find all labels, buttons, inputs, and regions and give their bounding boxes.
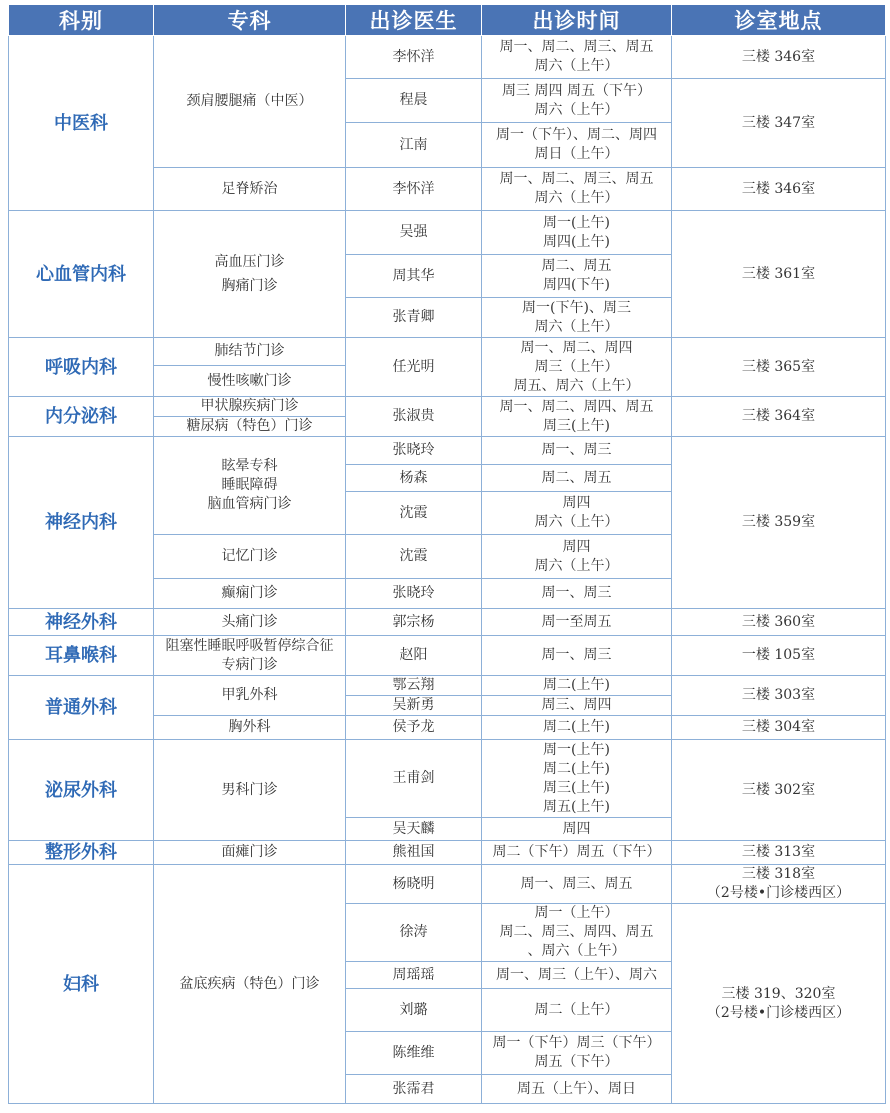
room-location: 三楼 364室: [672, 397, 886, 437]
doctor-name: 任光明: [346, 338, 482, 397]
clinic-time: 周二(上午): [482, 676, 672, 696]
doctor-name: 侯予龙: [346, 716, 482, 740]
department-name: 泌尿外科: [9, 740, 154, 841]
header-room: 诊室地点: [672, 5, 886, 36]
clinic-time: 周一、周二、周三、周五 周六（上午）: [482, 168, 672, 211]
doctor-name: 沈霞: [346, 492, 482, 535]
table-row: [9, 865, 886, 904]
room-location: 三楼 365室: [672, 338, 886, 397]
header-department: 科别: [9, 5, 154, 36]
specialty-name: 胸外科: [154, 716, 346, 740]
clinic-time: 周一、周三（上午）、周六: [482, 962, 672, 989]
clinic-time: 周一(上午) 周四(上午): [482, 211, 672, 255]
specialty-name: 慢性咳嗽门诊: [154, 366, 346, 397]
specialty-name: 男科门诊: [154, 740, 346, 841]
room-location: 三楼 359室: [672, 437, 886, 609]
clinic-time: 周五（上午）、周日: [482, 1075, 672, 1104]
doctor-name: 周瑶瑶: [346, 962, 482, 989]
doctor-name: 王甫剑: [346, 740, 482, 818]
clinic-time: 周四: [482, 818, 672, 841]
specialty-name: 甲状腺疾病门诊: [154, 397, 346, 417]
clinic-time: 周四 周六（上午）: [482, 535, 672, 579]
clinic-time: 周一至周五: [482, 609, 672, 636]
specialty-name: 头痛门诊: [154, 609, 346, 636]
doctor-name: 张晓玲: [346, 579, 482, 609]
doctor-name: 赵阳: [346, 636, 482, 676]
clinic-time: 周二（下午）周五（下午）: [482, 841, 672, 865]
clinic-time: 周二（上午）: [482, 989, 672, 1032]
specialty-name: 盆底疾病（特色）门诊: [154, 865, 346, 1104]
header-row: [9, 5, 886, 36]
department-name: 中医科: [9, 36, 154, 211]
clinic-time: 周一、周二、周三、周五 周六（上午）: [482, 36, 672, 79]
specialty-name: 眩晕专科 睡眠障碍 脑血管病门诊: [154, 437, 346, 535]
header-time: 出诊时间: [482, 5, 672, 36]
doctor-name: 张青卿: [346, 298, 482, 338]
clinic-time: 周一(上午) 周二(上午) 周三(上午) 周五(上午): [482, 740, 672, 818]
doctor-name: 张霈君: [346, 1075, 482, 1104]
specialty-name: 颈肩腰腿痛（中医）: [154, 36, 346, 168]
table-row: [9, 36, 886, 79]
room-location: 三楼 302室: [672, 740, 886, 841]
room-location: 三楼 347室: [672, 79, 886, 168]
clinic-time: 周三 周四 周五（下午） 周六（上午）: [482, 79, 672, 123]
doctor-name: 徐涛: [346, 904, 482, 962]
table-row: [9, 676, 886, 696]
doctor-name: 李怀洋: [346, 168, 482, 211]
department-name: 整形外科: [9, 841, 154, 865]
clinic-time: 周二(上午): [482, 716, 672, 740]
doctor-name: 江南: [346, 123, 482, 168]
table-row: [9, 841, 886, 865]
table-row: [9, 338, 886, 366]
header-specialty: 专科: [154, 5, 346, 36]
clinic-time: 周一、周三: [482, 437, 672, 465]
doctor-name: 程晨: [346, 79, 482, 123]
header-doctor: 出诊医生: [346, 5, 482, 36]
clinic-time: 周一、周二、周四、周五 周三(上午): [482, 397, 672, 437]
department-name: 普通外科: [9, 676, 154, 740]
clinic-time: 周一（上午） 周二、周三、周四、周五 、周六（上午）: [482, 904, 672, 962]
doctor-name: 熊祖国: [346, 841, 482, 865]
specialty-name: 足脊矫治: [154, 168, 346, 211]
table-row: [9, 609, 886, 636]
clinic-time: 周四 周六（上午）: [482, 492, 672, 535]
doctor-name: 陈维维: [346, 1032, 482, 1075]
clinic-time: 周一、周三、周五: [482, 865, 672, 904]
department-name: 内分泌科: [9, 397, 154, 437]
doctor-name: 杨森: [346, 465, 482, 492]
room-location: 三楼 346室: [672, 36, 886, 79]
specialty-name: 癫痫门诊: [154, 579, 346, 609]
doctor-name: 吴天麟: [346, 818, 482, 841]
specialty-name: 高血压门诊 胸痛门诊: [154, 211, 346, 338]
clinic-time: 周一、周三: [482, 579, 672, 609]
room-location: 三楼 319、320室 （2号楼•门诊楼西区）: [672, 904, 886, 1104]
clinic-time: 周一、周二、周四 周三（上午） 周五、周六（上午）: [482, 338, 672, 397]
specialty-name: 阻塞性睡眠呼吸暂停综合征 专病门诊: [154, 636, 346, 676]
clinic-time: 周一（下午）周三（下午） 周五（下午）: [482, 1032, 672, 1075]
specialty-name: 记忆门诊: [154, 535, 346, 579]
doctor-name: 张淑贵: [346, 397, 482, 437]
room-location: 三楼 318室 （2号楼•门诊楼西区）: [672, 865, 886, 904]
doctor-name: 周其华: [346, 255, 482, 298]
department-name: 妇科: [9, 865, 154, 1104]
doctor-name: 郭宗杨: [346, 609, 482, 636]
table-row: [9, 437, 886, 465]
specialty-name: 糖尿病（特色）门诊: [154, 417, 346, 437]
table-row: [9, 397, 886, 417]
room-location: 三楼 313室: [672, 841, 886, 865]
department-name: 神经外科: [9, 609, 154, 636]
clinic-time: 周一、周三: [482, 636, 672, 676]
room-location: 三楼 361室: [672, 211, 886, 338]
clinic-time: 周一(下午)、周三 周六（上午）: [482, 298, 672, 338]
clinic-schedule-table: [8, 4, 886, 1104]
clinic-time: 周一（下午）、周二、周四 周日（上午）: [482, 123, 672, 168]
specialty-name: 肺结节门诊: [154, 338, 346, 366]
clinic-time: 周二、周五: [482, 465, 672, 492]
table-row: [9, 740, 886, 818]
doctor-name: 刘璐: [346, 989, 482, 1032]
department-name: 心血管内科: [9, 211, 154, 338]
room-location: 三楼 303室: [672, 676, 886, 716]
doctor-name: 李怀洋: [346, 36, 482, 79]
department-name: 耳鼻喉科: [9, 636, 154, 676]
room-location: 三楼 346室: [672, 168, 886, 211]
department-name: 神经内科: [9, 437, 154, 609]
doctor-name: 吴新勇: [346, 696, 482, 716]
table-row: [9, 636, 886, 676]
doctor-name: 张晓玲: [346, 437, 482, 465]
room-location: 三楼 360室: [672, 609, 886, 636]
doctor-name: 吴强: [346, 211, 482, 255]
table-row: [9, 211, 886, 255]
doctor-name: 杨晓明: [346, 865, 482, 904]
doctor-name: 沈霞: [346, 535, 482, 579]
department-name: 呼吸内科: [9, 338, 154, 397]
clinic-time: 周三、周四: [482, 696, 672, 716]
specialty-name: 面瘫门诊: [154, 841, 346, 865]
room-location: 三楼 304室: [672, 716, 886, 740]
room-location: 一楼 105室: [672, 636, 886, 676]
clinic-time: 周二、周五 周四(下午): [482, 255, 672, 298]
specialty-name: 甲乳外科: [154, 676, 346, 716]
doctor-name: 鄂云翔: [346, 676, 482, 696]
